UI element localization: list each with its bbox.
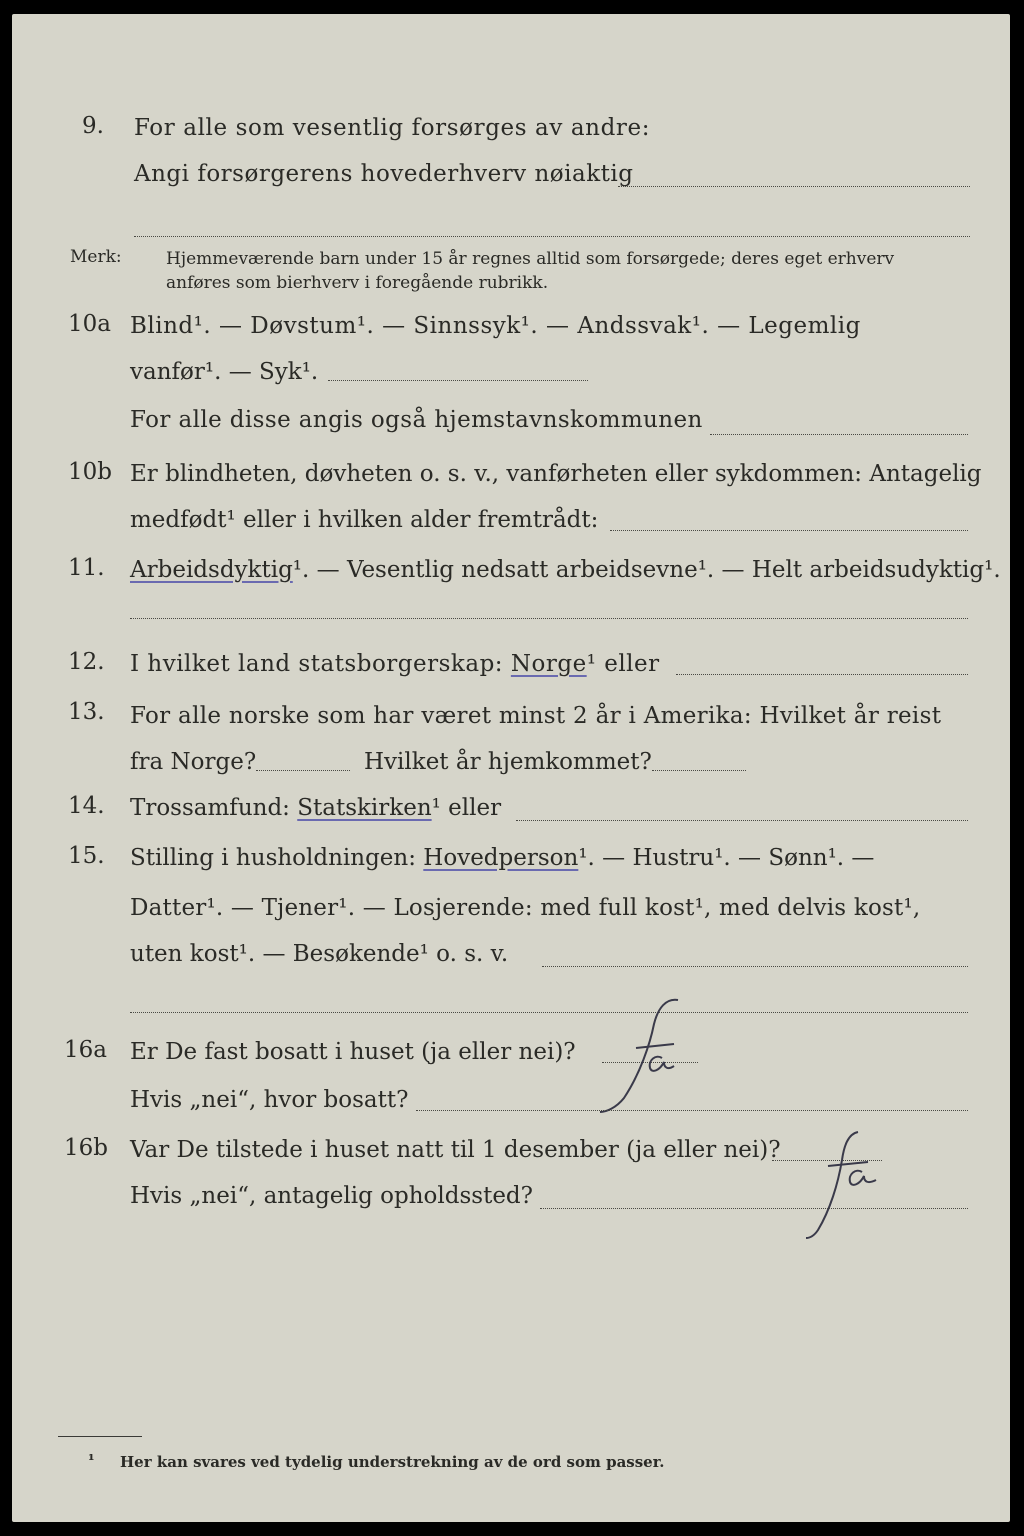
q16b-line1: Var De tilstede i huset natt til 1 desember (ja eller nei)?: [130, 1137, 781, 1163]
q11-rest: ¹. — Vesentlig nedsatt arbeidsevne¹. — Helt arbeidsudyktig¹.: [292, 557, 1001, 583]
q10b-line2: medfødt¹ eller i hvilken alder fremtrådt:: [130, 507, 599, 533]
q9-answer-line-2: [134, 236, 970, 237]
q10b-line1: Er blindheten, døvheten o. s. v., vanførheten eller sykdommen: Antagelig: [130, 461, 982, 487]
q11-number: 11.: [68, 555, 105, 581]
q12-answer-line: [676, 674, 968, 675]
q15-answer-line-2: [130, 1012, 968, 1013]
q16a-line2: Hvis „nei“, hvor bosatt?: [130, 1087, 409, 1113]
q13-line1: For alle norske som har været minst 2 år i Amerika: Hvilket år reist: [130, 703, 942, 729]
q15-post: ¹. — Hustru¹. — Sønn¹. —: [578, 845, 875, 871]
q15-number: 15.: [68, 843, 105, 869]
q9-number: 9.: [82, 113, 104, 139]
q10a-line1: Blind¹. — Døvstum¹. — Sinnssyk¹. — Andssvak¹. — Legemlig: [130, 313, 861, 339]
q10b-number: 10b: [68, 459, 112, 485]
q12-post: ¹ eller: [586, 651, 660, 677]
q15-pre: Stilling i husholdningen:: [130, 845, 416, 871]
q16a-residence-line: [416, 1110, 968, 1111]
q10b-answer-line: [610, 530, 968, 531]
q12-pre: I hvilket land statsborgerskap:: [130, 651, 504, 677]
q14-text: [130, 794, 501, 822]
q9-line2: Angi forsørgerens hovederhverv nøiaktig: [134, 161, 634, 187]
census-form-page: [12, 14, 1010, 1522]
merk-line1: Hjemmeværende barn under 15 år regnes alltid som forsørgede; deres eget erhverv: [166, 249, 895, 269]
q14-number: 14.: [68, 793, 105, 819]
q16a-handwritten-answer: [582, 994, 702, 1118]
merk-line2: anføres som bierhverv i foregående rubrikk.: [166, 273, 549, 293]
q12-option-norge: Norge: [510, 651, 587, 677]
q16b-number: 16b: [64, 1135, 108, 1161]
q14-post: ¹ eller: [431, 795, 502, 821]
q16b-handwritten-answer: [802, 1124, 912, 1244]
q16a-line1: Er De fast bosatt i huset (ja eller nei)?: [130, 1039, 576, 1065]
q14-answer-line: [516, 820, 968, 821]
q14-pre: Trossamfund:: [130, 795, 290, 821]
footnote-marker: ¹: [88, 1451, 95, 1469]
merk-label: Merk:: [70, 247, 122, 267]
q11-text: [130, 556, 1001, 584]
q13-line2b: Hvilket år hjemkommet?: [364, 749, 652, 775]
q13-number: 13.: [68, 699, 105, 725]
q15-line2: Datter¹. — Tjener¹. — Losjerende: med full kost¹, med delvis kost¹,: [130, 895, 921, 921]
q11-option-arbeidsdyktig: Arbeidsdyktig: [130, 557, 293, 583]
q13-line2a: fra Norge?: [130, 749, 257, 775]
q14-option-statskirken: Statskirken: [297, 795, 432, 821]
q9-line1: For alle som vesentlig forsørges av andre:: [134, 115, 651, 141]
q10a-number: 10a: [68, 311, 111, 337]
q12-number: 12.: [68, 649, 105, 675]
footnote-separator: [58, 1436, 142, 1437]
q15-answer-line: [542, 966, 968, 967]
q10a-answer-line: [328, 380, 588, 381]
footnote-text: Her kan svares ved tydelig understrekning av de ord som passer.: [120, 1453, 665, 1471]
q16b-location-line: [540, 1208, 968, 1209]
q16b-line2: Hvis „nei“, antagelig opholdssted?: [130, 1183, 533, 1209]
q10a-line2: vanfør¹. — Syk¹.: [130, 359, 319, 385]
q15-line3: uten kost¹. — Besøkende¹ o. s. v.: [130, 941, 509, 967]
q13-right-answer-line: [652, 770, 746, 771]
q15-option-hovedperson: Hovedperson: [423, 845, 579, 871]
q12-text: [130, 650, 660, 678]
q15-line1: [130, 844, 874, 872]
q10a-line3: For alle disse angis også hjemstavnskommunen: [130, 407, 703, 433]
q11-answer-line: [130, 618, 968, 619]
q16a-number: 16a: [64, 1037, 107, 1063]
q10a-home-line: [710, 434, 968, 435]
q9-answer-line: [618, 186, 970, 187]
q13-left-answer-line: [256, 770, 350, 771]
